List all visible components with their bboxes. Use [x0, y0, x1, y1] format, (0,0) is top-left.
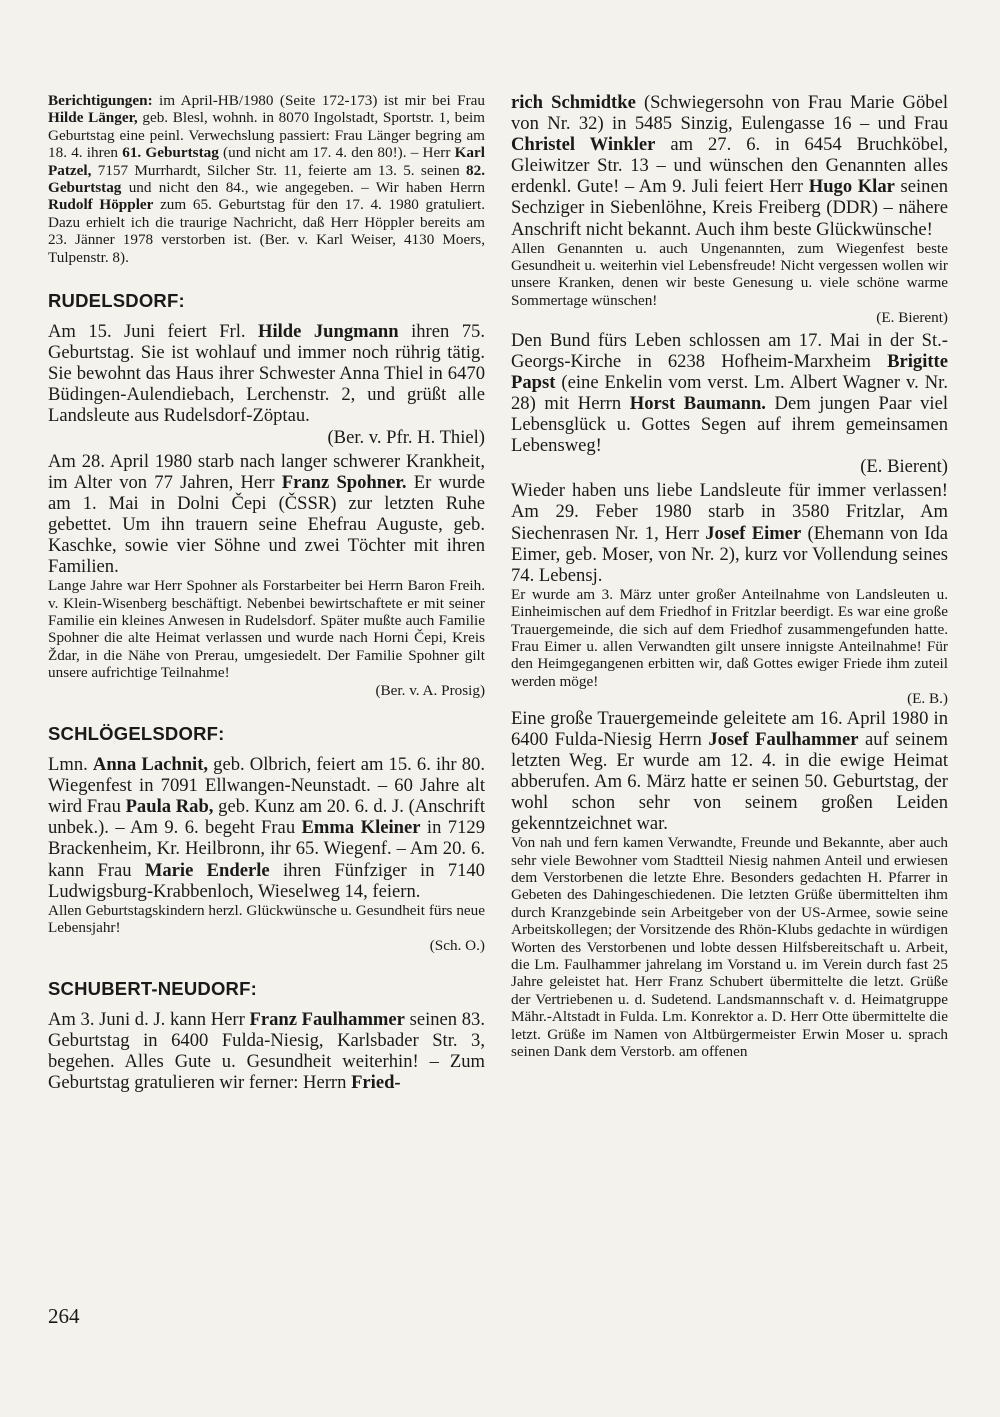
faulhammer-funeral-details: Von nah und fern kamen Verwandte, Freunde und Bekannte, aber auch sehr viele Bewohner vom Stadtteil Niesig nahmen Anteil und erwiesen dem Verstorbenen die letzte Ehre. Besonders gedachten H. Pfarrer in Gebeten des Dahingeschiedenen. Die letzten Grüße übermittelten ihm durch Kranzgebinde sein Arbeitgeber von der US-Armee, sowie seine Arbeitskollegen; der Vorsitzende des Rhön-Klubs gedachte in würdigen Worten des Verstorbenen und lobte dessen Hilfsbereitschaft u. Arbeit, die Lm. Faulhammer jahrelang im Vorstand u. im Verein durch fast 25 Jahre geleistet hat. Herr Franz Schubert übermittelte die letzt. Grüße der Vertriebenen u. d. Sudetend. Landsmannschaft v. d. Heimatgruppe Mähr.-Altstadt in Fulda. Lm. Konrektor a. D. Herr Otte übermittelte die letzt. Grüße im Namen von Altbürgermeister Erwin Moser u. sprach seinen Dank dem Verstorb. am offenen — [511, 834, 948, 1061]
section-heading-schloegelsdorf: SCHLÖGELSDORF: — [48, 723, 225, 745]
page-number: 264 — [48, 1304, 80, 1328]
report-signature: (Ber. v. A. Prosig) — [375, 681, 485, 699]
column-divider — [495, 100, 496, 1300]
right-column — [511, 92, 948, 1061]
continued-birthday-paragraph: rich Schmidtke (Schwiegersohn von Frau Marie Göbel von Nr. 32) in 5485 Sinzig, Eulengasse 16 – und Frau Christel Winkler am 27. 6. in 6454 Bruchköbel, Gleiwitzer Str. 13 – und wünschen den Genannten alles erdenkl. Gute! – Am 9. Juli feiert Herr Hugo Klar seinen Sechziger in Siebenlöhne, Kreis Freiberg (DDR) – nähere Anschrift nicht bekannt. Auch ihm beste Glückwünsche! — [511, 92, 949, 240]
eimer-funeral-details: Er wurde am 3. März unter großer Anteilnahme von Landsleuten u. Einheimischen auf dem Friedhof in Fritzlar beerdigt. Es war eine große Trauergemeinde, die sich auf dem Friedhof zusammengefunden hatte. Frau Eimer u. allen Verwandten gilt unsere innigste Anteilnahme! Für den Heimgegangenen erbitten wir, daß Gottes ewiger Friede ihm zuteil werden möge! (E. B.) — [511, 585, 948, 708]
section-heading-schubert-neudorf: SCHUBERT-NEUDORF: — [48, 977, 257, 999]
report-signature: (E. Bierent) — [876, 309, 948, 327]
rudelsdorf-birthday-paragraph: Am 15. Juni feiert Frl. Hilde Jungmann ihren 75. Geburtstag. Sie ist wohlauf und immer noch rührig tätig. Sie bewohnt das Haus ihrer Schwester Anna Thiel in 6470 Büdingen-Aulendiebach, Lerchenstr. 2, und grüßt alle Landsleute aus Rudelsdorf-Zöptau. (Ber. v. Pfr. H. Thiel) — [48, 321, 485, 448]
left-column — [48, 92, 485, 1093]
birthday-greetings: Allen Genannten u. auch Ungenannten, zum Wiegenfest beste Gesundheit u. weiterhin viel Lebensfreude! Nicht vergessen wollen wir unsere Kranken, denen wir beste Genesung u. viele schöne warme Sommertage wünschen! (E. Bierent) — [511, 239, 948, 327]
faulhammer-obituary-paragraph: Eine große Trauergemeinde geleitete am 16. April 1980 in 6400 Fulda-Niesig Herrn Josef Faulhammer auf seinem letzten Weg. Er wurde am 12. 4. in die ewige Heimat abberufen. Am 6. März hatte er seinen 50. Geburtstag, der wohl schon sehr von seinem großen Leiden gekenntzeichnet war. — [511, 707, 948, 835]
schloegelsdorf-birthday-paragraph: Lmn. Anna Lachnit, geb. Olbrich, feiert am 15. 6. ihr 80. Wiegenfest in 7091 Ellwangen-Neunstadt. – 60 Jahre alt wird Frau Paula Rab, geb. Kunz am 20. 6. d. J. (Anschrift unbek.). – Am 9. 6. begeht Frau Emma Kleiner in 7129 Brackenheim, Kr. Heilbronn, ihr 65. Wiegenf. – Am 20. 6. kann Frau Marie Enderle ihren Fünfziger in 7140 Ludwigsburg-Krabbenloch, Wieselweg 14, feiern. — [48, 754, 485, 902]
eimer-obituary-paragraph: Wieder haben uns liebe Landsleute für immer verlassen! Am 29. Feber 1980 starb in 3580 Fritzlar, Am Siechenrasen Nr. 1, Herr Josef Eimer (Ehemann von Ida Eimer, geb. Moser, von Nr. 2), kurz vor Vollendung seines 74. Lebensj. — [511, 480, 948, 586]
corrections-paragraph: Berichtigungen: im April-HB/1980 (Seite 172-173) ist mir bei Frau Hilde Länger, geb. Blesl, wohnh. in 8070 Ingolstadt, Sportstr. 1, beim Geburtstag eine peinl. Verwechslung passiert: Frau Länger begring am 18. 4. ihren 61. Geburtstag (und nicht am 17. 4. den 80!). – Herr Karl Patzel, 7157 Murrhardt, Silcher Str. 11, feierte am 13. 5. seinen 82. Geburtstag und nicht den 84., wie angegeben. – Wir haben Herrn Rudolf Höppler zum 65. Geburtstag für den 17. 4. 1980 gratuliert. Dazu erhielt ich die traurige Nachricht, daß Herr Höppler bereits am 23. Jänner 1978 verstorben ist. (Ber. v. Karl Weiser, 4130 Moers, Tulpenstr. 8). — [48, 92, 486, 266]
report-signature: (Ber. v. Pfr. H. Thiel) — [327, 426, 485, 448]
report-signature: (Sch. O.) — [429, 936, 485, 954]
report-signature: (E. Bierent) — [860, 456, 948, 478]
section-heading-rudelsdorf: RUDELSDORF: — [48, 290, 185, 312]
report-signature: (E. B.) — [907, 690, 948, 708]
rudelsdorf-obituary-details: Lange Jahre war Herr Spohner als Forstarbeiter bei Herrn Baron Freih. v. Klein-Wisenberg beschäftigt. Nebenbei bewirtschaftete er mit seiner Familie ein kleines Anwesen in Rudelsdorf. Später mußte auch Familie Spohner die alte Heimat verlassen und wurde nach Horni Čepi, Kreis Ždar, in die Nähe von Prerau, umgesiedelt. Der Familie Spohner gilt unsere aufrichtige Teilnahme! (Ber. v. A. Prosig) — [48, 577, 485, 699]
schubert-birthday-paragraph: Am 3. Juni d. J. kann Herr Franz Faulhammer seinen 83. Geburtstag in 6400 Fulda-Niesig, Karlsbader Str. 3, begehen. Alles Gute u. Gesundheit weiterhin! – Zum Geburtstag gratulieren wir ferner: Herrn Fried- — [48, 1008, 485, 1094]
corrections-label: Berichtigungen: — [48, 92, 153, 109]
rudelsdorf-obituary-paragraph: Am 28. April 1980 starb nach langer schwerer Krankheit, im Alter von 77 Jahren, Herr Franz Spohner. Er wurde am 1. Mai in Dolni Čepi (ČSSR) zur letzten Ruhe gebettet. Um ihn trauern seine Ehefrau Auguste, geb. Kaschke, sowie vier Söhne und zwei Töchter mit ihren Familien. — [48, 450, 485, 578]
schloegelsdorf-greetings: Allen Geburtstagskindern herzl. Glückwünsche u. Gesundheit fürs neue Lebensjahr! (Sch. O.) — [48, 901, 485, 954]
wedding-paragraph: Den Bund fürs Leben schlossen am 17. Mai in der St.-Georgs-Kirche in 6238 Hofheim-Marxheim Brigitte Papst (eine Enkelin vom verst. Lm. Albert Wagner v. Nr. 28) mit Herrn Horst Baumann. Dem jungen Paar viel Lebensglück u. Gottes Segen auf ihrem gemeinsamen Lebensweg! (E. Bierent) — [511, 329, 949, 478]
